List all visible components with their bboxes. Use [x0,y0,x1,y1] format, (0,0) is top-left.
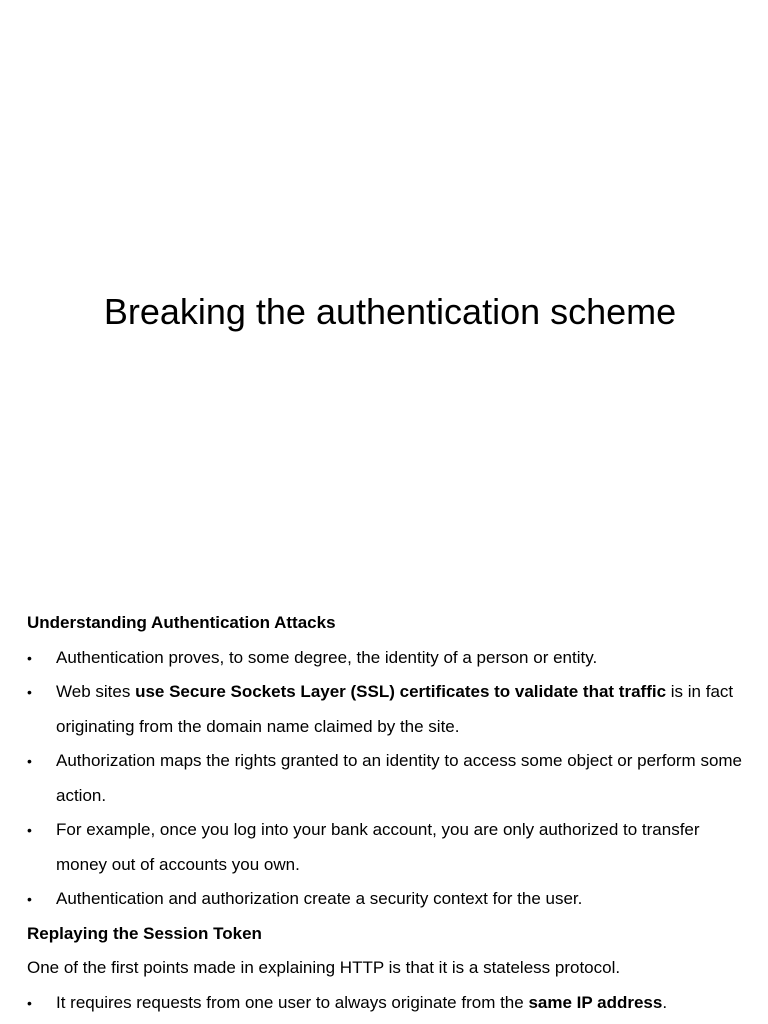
list-item [27,641,747,676]
authentication-bullet-list [27,641,747,917]
list-item-text: is in fact originating from the domain name claimed by the site. [56,682,734,736]
list-item [27,813,747,882]
bullet-icon: • [27,994,32,1011]
list-item-bold-text: same IP address [528,992,663,1012]
bullet-icon: • [27,684,32,700]
intro-paragraph: One of the first points made in explaining HTTP is that it is a stateless protocol. [27,958,621,977]
bullet-icon: • [27,649,32,666]
list-item [27,675,747,744]
list-item-text: Authentication and authorization create a security context for the user. [56,889,583,908]
session-token-bullet-list [27,986,747,1021]
list-item [27,882,747,917]
list-item-text: For example, once you log into your bank account, you are only authorized to transfer money out of accounts you own. [56,820,700,874]
section-heading-session-token: Replaying the Session Token [27,923,262,943]
bullet-icon: • [27,753,32,769]
list-item-text: Authentication proves, to some degree, the identity of a person or entity. [56,647,598,667]
bullet-icon: • [27,822,32,838]
list-item-text: It requires requests from one user to always originate from the [56,992,529,1012]
list-item-text: Authorization maps the rights granted to an identity to access some object or perform some action. [56,751,743,805]
list-item [27,986,747,1021]
list-item-text: Web sites [56,682,136,701]
slide-title: Breaking the authentication scheme [103,291,677,332]
list-item [27,744,747,813]
list-item-bold-text: use Secure Sockets Layer (SSL) certificates to validate that traffic [135,682,667,701]
section-heading-authentication-attacks: Understanding Authentication Attacks [27,613,336,632]
notes-content [27,606,747,1020]
bullet-icon: • [27,891,32,907]
list-item-text: . [662,992,668,1012]
